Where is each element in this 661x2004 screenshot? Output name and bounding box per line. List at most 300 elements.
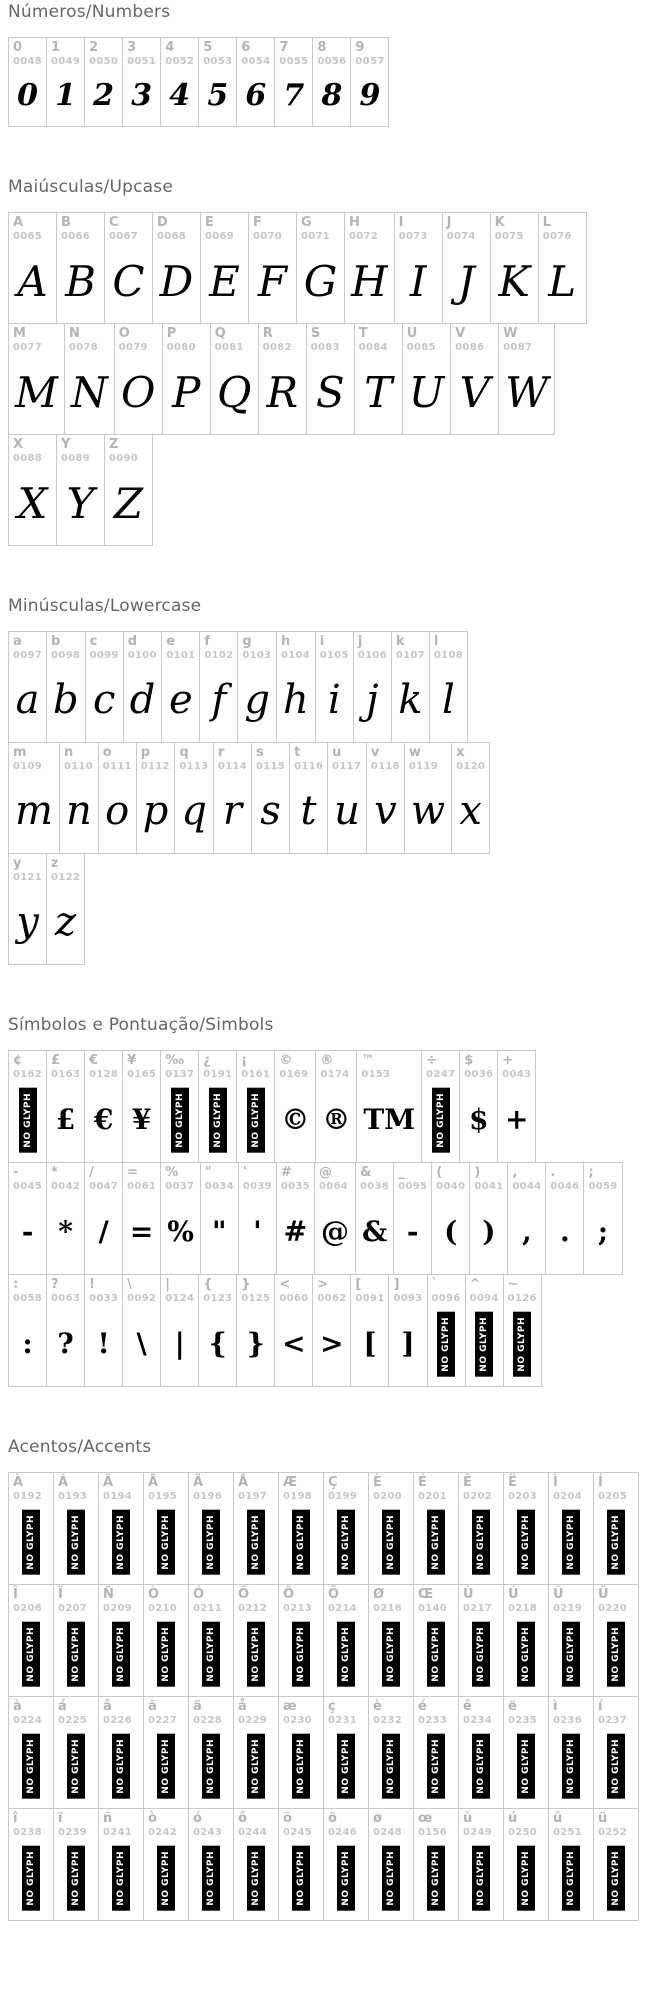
cell-unicode-code: 0224 [13,1714,43,1726]
no-glyph-badge: NO GLYPH [382,1734,400,1799]
glyph-preview [263,354,302,429]
glyph-preview [320,662,349,737]
cell-unicode-code: 0073 [398,230,428,242]
no-glyph-badge: NO GLYPH [607,1622,625,1687]
no-glyph-badge: NO GLYPH [382,1622,400,1687]
glyph-text: @ [320,1215,349,1249]
cell-unicode-code: 0196 [193,1490,223,1502]
cell-character-label: Z [109,437,119,452]
glyph-preview [103,1615,139,1691]
glyph-cell [503,1472,549,1585]
cell-character-label: U [406,326,418,341]
glyph-cell [152,212,201,324]
no-glyph-badge: NO GLYPH [517,1622,535,1687]
cell-unicode-code: 0198 [283,1490,313,1502]
cell-character-label: € [89,1053,99,1068]
glyph-cell [143,1472,189,1585]
cell-character-label: J [446,215,452,230]
cell-unicode-code: 0128 [89,1068,119,1080]
glyph-preview [301,243,340,318]
glyph-preview [193,1615,229,1691]
cell-unicode-code: 0111 [102,760,132,772]
cell-character-label: _ [398,1165,405,1180]
cell-character-label: Û [553,1587,564,1602]
glyph-cell [427,1274,466,1387]
no-glyph-badge: NO GLYPH [22,1510,40,1575]
glyph-cell [368,1808,414,1921]
glyph-text: - [406,1215,419,1249]
glyph-cell [548,1696,594,1809]
glyph-cell [278,1808,324,1921]
glyph-preview [238,1839,274,1915]
glyph-text: H [351,256,388,306]
cell-unicode-code: 0219 [553,1602,583,1614]
no-glyph-badge: NO GLYPH [202,1846,220,1911]
glyph-cell [413,1472,459,1585]
glyph-text: k [398,677,423,724]
glyph-text: S [315,367,345,417]
cell-character-label: è [373,1699,382,1714]
cell-character-label: ù [463,1811,473,1826]
glyph-text: J [457,256,475,306]
cell-unicode-code: 0241 [103,1826,133,1838]
glyph-preview [418,1503,454,1579]
no-glyph-badge: NO GLYPH [67,1510,85,1575]
cell-character-label: ë [508,1699,517,1714]
glyph-preview [13,1193,42,1269]
cell-unicode-code: 0091 [355,1292,385,1304]
cell-character-label: œ [418,1811,433,1826]
glyph-text: . [560,1215,570,1249]
glyph-cell [8,37,47,127]
glyph-cell [458,1584,504,1697]
cell-character-label: w [408,745,421,760]
glyph-cell [393,1162,432,1275]
glyph-cell [404,742,452,854]
glyph-preview [13,773,55,848]
glyph-cell [46,37,85,127]
glyph-cell [503,1274,542,1387]
glyph-cell [312,37,351,127]
glyph-preview [508,1727,544,1803]
glyph-text: b [53,677,79,724]
glyph-cell [174,742,214,854]
glyph-cell [278,1472,324,1585]
glyph-cell [296,212,345,324]
glyph-text: r [222,788,243,835]
glyph-cell [306,323,355,435]
glyph-text: : [22,1327,33,1361]
cell-character-label: < [279,1277,291,1292]
glyph-cell [200,212,249,324]
glyph-cell [8,1274,47,1387]
glyph-preview [281,662,311,737]
glyph-preview [598,1839,634,1915]
glyph-text: d [129,677,156,724]
glyph-preview [279,68,308,121]
no-glyph-badge: NO GLYPH [472,1510,490,1575]
glyph-cell [413,1696,459,1809]
glyph-text: l [442,677,455,724]
glyph-cell [8,212,57,324]
glyph-row [8,37,653,127]
no-glyph-badge: NO GLYPH [247,1510,265,1575]
cell-character-label: Î [13,1587,18,1602]
cell-unicode-code: 0114 [217,760,248,772]
cell-character-label: £ [51,1053,61,1068]
cell-unicode-code: 0162 [13,1068,43,1080]
glyph-preview [398,1193,427,1269]
glyph-text: X [17,478,48,528]
cell-unicode-code: 0249 [463,1826,493,1838]
glyph-preview [495,243,534,318]
glyph-cell [8,1808,54,1921]
glyph-cell [98,1472,144,1585]
no-glyph-badge: NO GLYPH [292,1734,310,1799]
glyph-text: a [15,677,40,724]
glyph-cell [248,212,297,324]
glyph-text: j [366,677,379,724]
cell-unicode-code: 0220 [598,1602,628,1614]
cell-unicode-code: 0035 [280,1180,310,1192]
cell-unicode-code: 0087 [503,341,533,353]
cell-character-label: Ë [508,1475,517,1490]
glyph-text: ) [482,1215,496,1249]
cell-character-label: y [13,856,22,871]
glyph-preview [256,773,285,848]
cell-character-label: Õ [283,1587,295,1602]
glyph-text: M [15,367,59,417]
cell-unicode-code: 0199 [328,1490,358,1502]
glyph-preview [396,662,425,737]
cell-unicode-code: 0102 [204,649,234,661]
glyph-preview [463,1503,499,1579]
cell-unicode-code: 0100 [127,649,157,661]
cell-unicode-code: 0235 [508,1714,538,1726]
glyph-cell [458,1696,504,1809]
section-accents [8,1437,653,1921]
cell-unicode-code: 0071 [301,230,331,242]
cell-character-label: { [203,1277,213,1292]
glyph-text: y [16,899,39,946]
cell-character-label: m [13,745,27,760]
cell-character-label: Ó [193,1587,205,1602]
glyph-preview [215,354,254,429]
glyph-preview [455,354,494,429]
glyph-preview [553,1503,589,1579]
glyph-cell [188,1808,234,1921]
glyph-preview [165,1193,196,1269]
glyph-cell [8,434,57,546]
glyph-cell [213,742,252,854]
cell-character-label: , [512,1165,518,1180]
glyph-cell [507,1162,546,1275]
glyph-cell [274,1050,316,1163]
glyph-preview [359,354,398,429]
cell-character-label: @ [318,1165,332,1180]
cell-character-label: I [398,215,404,230]
cell-character-label: Â [103,1475,114,1490]
glyph-text: [ [363,1327,377,1361]
cell-unicode-code: 0161 [241,1068,271,1080]
cell-character-label: ü [598,1811,608,1826]
cell-character-label: 8 [317,40,327,55]
glyph-preview [103,773,132,848]
cell-character-label: È [373,1475,382,1490]
no-glyph-badge: NO GLYPH [513,1312,531,1377]
cell-character-label: X [13,437,24,452]
no-glyph-badge: NO GLYPH [22,1622,40,1687]
glyph-preview [241,1305,270,1381]
glyph-preview [553,1615,589,1691]
glyph-cell [8,323,65,435]
cell-unicode-code: 0108 [433,649,463,661]
cell-character-label: 6 [241,40,251,55]
glyph-preview [508,1305,537,1381]
glyph-cell [503,1696,549,1809]
glyph-preview [373,1727,409,1803]
glyph-preview [58,1839,94,1915]
no-glyph-badge: NO GLYPH [607,1510,625,1575]
no-glyph-badge: NO GLYPH [202,1622,220,1687]
no-glyph-badge: NO GLYPH [292,1846,310,1911]
section-uppercase [8,177,653,546]
glyph-preview [317,1305,346,1381]
cell-unicode-code: 0101 [166,649,196,661]
glyph-preview [553,1839,589,1915]
cell-character-label: / [89,1165,94,1180]
cell-unicode-code: 0047 [89,1180,119,1192]
no-glyph-badge: NO GLYPH [112,1846,130,1911]
cell-character-label: W [503,326,518,341]
cell-character-label: Ç [328,1475,338,1490]
glyph-cell [188,1584,234,1697]
glyph-preview [553,1727,589,1803]
no-glyph-badge: NO GLYPH [171,1088,189,1153]
glyph-cell [258,323,307,435]
glyph-cell [84,1050,123,1163]
glyph-text: t [300,788,317,835]
cell-character-label: Ï [58,1587,63,1602]
glyph-cell [160,1274,199,1387]
cell-character-label: á [58,1699,67,1714]
glyph-preview [508,1615,544,1691]
glyph-cell [450,323,499,435]
cell-character-label: q [179,745,189,760]
glyph-text: e [169,677,193,724]
glyph-cell [59,742,99,854]
glyph-preview [165,1305,194,1381]
cell-character-label: c [89,634,98,649]
cell-unicode-code: 0066 [61,230,91,242]
cell-character-label: \ [127,1277,132,1292]
glyph-preview [281,1193,310,1269]
glyph-cell [236,1274,275,1387]
cell-unicode-code: 0126 [507,1292,537,1304]
cell-character-label: É [418,1475,427,1490]
cell-unicode-code: 0203 [508,1490,538,1502]
no-glyph-badge: NO GLYPH [337,1846,355,1911]
cell-unicode-code: 0082 [262,341,292,353]
glyph-cell [210,323,259,435]
glyph-text: w [410,788,446,835]
cell-unicode-code: 0247 [426,1068,456,1080]
glyph-row [8,631,653,743]
cell-character-label: s [256,745,264,760]
cell-character-label: ! [89,1277,96,1292]
glyph-cell [188,1696,234,1809]
glyph-cell [251,742,290,854]
cell-unicode-code: 0124 [165,1292,195,1304]
glyph-cell [236,37,275,127]
glyph-cell [56,434,105,546]
glyph-cell [104,434,153,546]
no-glyph-badge: NO GLYPH [157,1510,175,1575]
cell-character-label: n [63,745,74,760]
cell-character-label: F [253,215,262,230]
no-glyph-badge: NO GLYPH [202,1510,220,1575]
cell-unicode-code: 0250 [508,1826,538,1838]
cell-unicode-code: 0169 [279,1068,309,1080]
cell-character-label: = [127,1165,139,1180]
cell-character-label: A [13,215,24,230]
glyph-text: q [181,788,207,835]
glyph-preview [279,1081,311,1157]
glyph-cell [236,1050,275,1163]
glyph-preview [447,243,486,318]
glyph-preview [13,884,42,959]
no-glyph-badge: NO GLYPH [112,1510,130,1575]
glyph-preview [193,1727,229,1803]
no-glyph-badge: NO GLYPH [427,1846,445,1911]
glyph-cell [344,212,395,324]
section-title-lowercase: Minúsculas/Lowercase [8,596,202,616]
glyph-preview [13,1503,49,1579]
glyph-cell [85,631,124,743]
no-glyph-badge: NO GLYPH [19,1088,37,1153]
glyph-cell [354,323,403,435]
cell-character-label: ú [508,1811,518,1826]
cell-character-label: r [217,745,225,760]
cell-unicode-code: 0244 [238,1826,268,1838]
glyph-text: 2 [93,77,115,113]
no-glyph-badge: NO GLYPH [22,1734,40,1799]
glyph-text: m [15,788,53,835]
glyph-preview [360,1193,389,1269]
cell-unicode-code: 0153 [361,1068,391,1080]
glyph-preview [58,1503,94,1579]
glyph-preview [165,1081,194,1157]
glyph-cell [56,212,105,324]
glyph-preview [193,1503,229,1579]
cell-character-label: ^ [469,1277,481,1292]
glyph-text: Q [217,367,252,417]
no-glyph-badge: NO GLYPH [472,1734,490,1799]
cell-character-label: î [13,1811,18,1826]
glyph-cell [368,1472,414,1585]
no-glyph-badge: NO GLYPH [209,1088,227,1153]
cell-unicode-code: 0211 [193,1602,223,1614]
glyph-cell [312,1274,351,1387]
cell-unicode-code: 0060 [279,1292,309,1304]
cell-unicode-code: 0218 [508,1602,538,1614]
cell-unicode-code: 0034 [204,1180,234,1192]
glyph-preview [165,68,194,121]
cell-character-label: G [301,215,312,230]
cell-character-label: b [51,634,61,649]
glyph-cell [413,1584,459,1697]
glyph-preview [58,1727,94,1803]
glyph-preview [64,773,94,848]
no-glyph-badge: NO GLYPH [247,1734,265,1799]
section-lowercase [8,596,653,965]
glyph-text: c [92,677,116,724]
glyph-preview [203,68,232,121]
cell-character-label: ã [148,1699,157,1714]
cell-character-label: 0 [13,40,23,55]
glyph-cell [8,631,47,743]
glyph-row [8,1808,653,1921]
cell-unicode-code: 0118 [370,760,400,772]
glyph-text: f [211,677,227,724]
glyph-text: L [548,256,577,306]
cell-unicode-code: 0037 [165,1180,195,1192]
glyph-preview [51,1193,80,1269]
glyph-cell [64,323,115,435]
glyph-preview [89,1081,118,1157]
cell-character-label: u [332,745,342,760]
glyph-preview [89,68,118,121]
cell-unicode-code: 0121 [13,871,43,883]
glyph-text: i [327,677,341,724]
cell-unicode-code: 0234 [463,1714,493,1726]
glyph-preview [69,354,110,429]
glyph-preview [283,1503,319,1579]
no-glyph-badge: NO GLYPH [67,1846,85,1911]
glyph-cell [123,631,163,743]
cell-character-label: 2 [89,40,99,55]
glyph-text: < [282,1327,306,1361]
glyph-preview [358,662,387,737]
cell-unicode-code: 0192 [13,1490,43,1502]
glyph-cell [451,742,490,854]
glyph-preview [355,1305,384,1381]
cell-character-label: Ù [463,1587,474,1602]
cell-character-label: à [13,1699,22,1714]
cell-character-label: V [455,326,466,341]
glyph-preview [51,884,80,959]
glyph-cell [53,1808,99,1921]
glyph-cell [114,323,163,435]
glyph-cell [490,212,539,324]
cell-character-label: ä [193,1699,202,1714]
glyph-cell [368,1696,414,1809]
glyph-cell [469,1162,508,1275]
glyph-cell [53,1696,99,1809]
cell-character-label: * [51,1165,58,1180]
glyph-preview [543,243,582,318]
no-glyph-badge: NO GLYPH [22,1846,40,1911]
no-glyph-badge: NO GLYPH [247,1088,265,1153]
glyph-preview [418,1727,454,1803]
no-glyph-badge: NO GLYPH [562,1734,580,1799]
glyph-cell [353,631,392,743]
glyph-preview [127,1081,156,1157]
no-glyph-badge: NO GLYPH [427,1734,445,1799]
glyph-text: 3 [131,77,153,113]
cell-character-label: ç [328,1699,336,1714]
cell-character-label: ? [51,1277,59,1292]
